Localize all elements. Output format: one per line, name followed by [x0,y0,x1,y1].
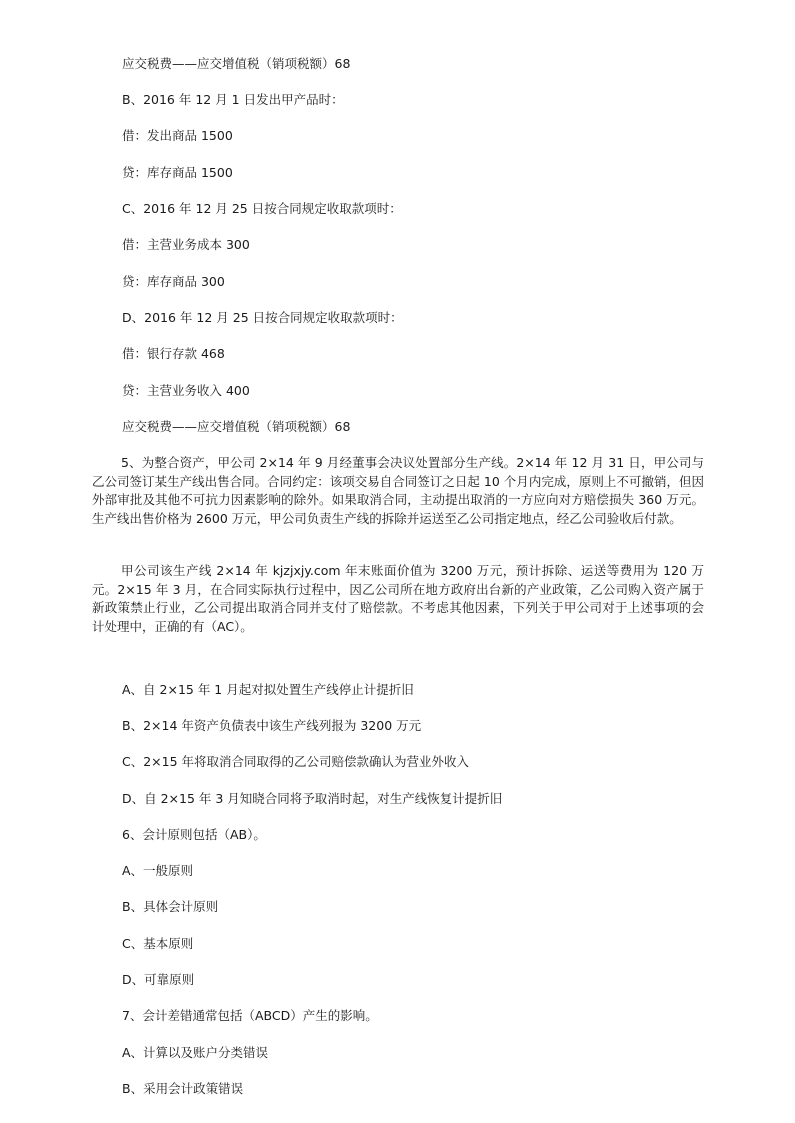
option-line: B、具体会计原则 [122,899,219,914]
question-5-paragraph-1: 5、为整合资产，甲公司 2×14 年 9 月经董事会决议处置部分生产线。2×14 年 12 月 31 日，甲公司与乙公司签订某生产线出售合同。合同约定：该项交易自合同签订之日起 10 个月内完成，原则上不可撤销，但因外部审批及其他不可抗力因素影响的除外。如果取消合同，主动提出取消的一方应向对方赔偿损失 360 万元。生产线出售价格为 2600 万元，甲公司负责生产线的拆除并运送至乙公司指定地点，经乙公司验收后付款。 [92,455,704,526]
text-line: 贷：主营业务收入 400 [122,383,250,398]
option-line: A、一般原则 [122,863,194,878]
option-line: C、2×15 年将取消合同取得的乙公司赔偿款确认为营业外收入 [122,754,470,769]
text-line: 借：发出商品 1500 [122,128,233,143]
option-line: D、自 2×15 年 3 月知晓合同将予取消时起，对生产线恢复计提折旧 [122,791,503,806]
text-line: D、2016 年 12 月 25 日按合同规定收取款项时： [122,310,403,325]
question-line: 7、会计差错通常包括（ABCD）产生的影响。 [122,1008,378,1023]
text-line: 贷：库存商品 1500 [122,165,233,180]
question-line: 6、会计原则包括（AB）。 [122,827,266,842]
option-line: B、采用会计政策错误 [122,1081,244,1096]
question-5-paragraph-2: 甲公司该生产线 2×14 年 kjzjxjy.com 年末账面价值为 3200 万元，预计拆除、运送等费用为 120 万元。2×15 年 3 月，在合同实际执行过程中，因乙公司所在地方政府出台新的产业政策，乙公司购入资产属于新政策禁止行业，乙公司提出取消合同并支付了赔偿款。不考虑其他因素，下列关于甲公司对于上述事项的会计处理中，正确的有（AC）。 [92,563,704,634]
option-line: C、基本原则 [122,936,194,951]
option-line: D、可靠原则 [122,972,195,987]
text-line: 应交税费——应交增值税（销项税额）68 [122,56,351,71]
text-line: 借：主营业务成本 300 [122,237,250,252]
text-line: 贷：库存商品 300 [122,274,225,289]
option-line: B、2×14 年资产负债表中该生产线列报为 3200 万元 [122,718,422,733]
text-line: 借：银行存款 468 [122,346,225,361]
text-line: C、2016 年 12 月 25 日按合同规定收取款项时： [122,201,402,216]
text-line: B、2016 年 12 月 1 日发出甲产品时： [122,92,344,107]
option-line: A、计算以及账户分类错误 [122,1045,269,1060]
text-line: 应交税费——应交增值税（销项税额）68 [122,419,351,434]
option-line: A、自 2×15 年 1 月起对拟处置生产线停止计提折旧 [122,682,414,697]
